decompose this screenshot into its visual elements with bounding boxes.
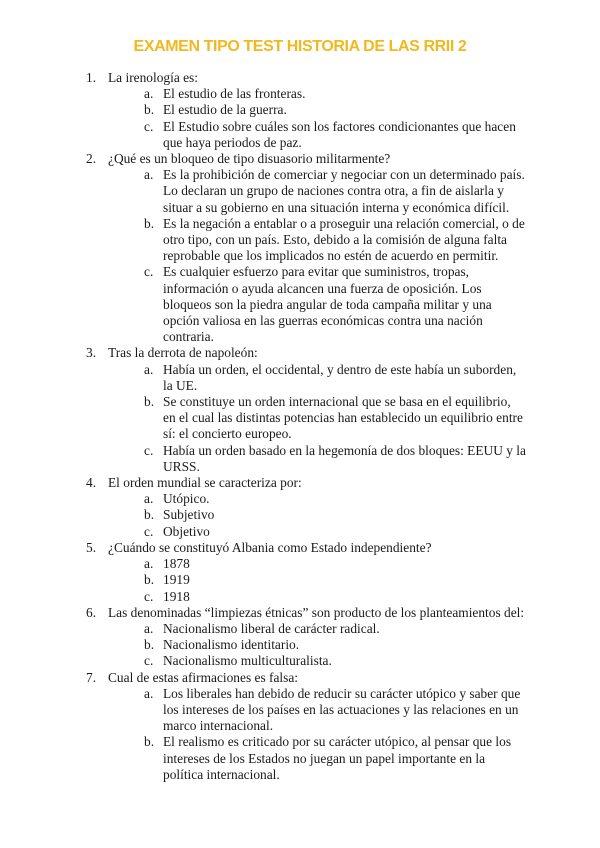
question-text: La irenología es: xyxy=(108,70,198,85)
option-text: Es la negación a entablar o a proseguir una relación comercial, o de otro tipo, con un país. Esto, debido a la comisión de alguna falta reprobable que los implicados no estén de acuerdo en permitir. xyxy=(163,215,525,264)
option-text: Es la prohibición de comerciar y negociar con un determinado país. Lo declaran un grupo de naciones contra otra, a fin de aislarla y situar a su gobierno en una situación interna y económica difícil. xyxy=(163,167,525,215)
option-letter: c. xyxy=(144,442,154,458)
option-letter: c. xyxy=(144,588,154,604)
option-text: El estudio de la guerra. xyxy=(163,102,287,118)
question-number: 5. xyxy=(86,539,97,555)
question-number: 4. xyxy=(86,475,97,491)
question-number: 3. xyxy=(86,345,97,361)
option-text: Subjetivo xyxy=(163,507,215,523)
option-3-2 xyxy=(144,394,526,443)
option-6-1 xyxy=(144,621,526,637)
option-1-1 xyxy=(144,86,526,102)
option-letter: b. xyxy=(144,507,155,523)
question-3 xyxy=(86,345,526,475)
question-number: 1. xyxy=(86,70,97,85)
option-letter: b. xyxy=(144,572,155,588)
question-text: ¿Cuándo se constituyó Albania como Estado independiente? xyxy=(108,539,432,555)
option-letter: b. xyxy=(144,734,155,750)
question-number: 7. xyxy=(86,669,97,685)
question-text: Tras la derrota de napoleón: xyxy=(108,345,258,361)
question-text: Las denominadas “limpiezas étnicas” son producto de los planteamientos del: xyxy=(108,604,525,620)
option-6-3 xyxy=(144,653,526,669)
option-text: Los liberales han debido de reducir su carácter utópico y saber que los intereses de los países en las actuaciones y las relaciones en un marco internacional. xyxy=(163,685,521,734)
option-text: El realismo es criticado por su carácter utópico, al pensar que los intereses de los Estados no juegan un papel importante en la política internacional. xyxy=(163,734,512,782)
question-text: Cual de estas afirmaciones es falsa: xyxy=(108,669,298,685)
option-text: Se constituye un orden internacional que se basa en el equilibrio, en el cual las distintas potencias han establecido un equilibrio entre sí: el concierto europeo. xyxy=(163,394,523,442)
option-5-1 xyxy=(144,556,526,572)
document-title: EXAMEN TIPO TEST HISTORIA DE LAS RRII 2 xyxy=(133,38,467,55)
option-letter: c. xyxy=(144,118,154,134)
option-4-2 xyxy=(144,507,526,523)
question-6 xyxy=(86,605,526,670)
option-text: Es cualquier esfuerzo para evitar que suministros, tropas, información o ayuda alcancen una fuerza de oposición. Los bloqueos son la piedra angular de toda campaña militar y una opción valiosa en las guerras económicas contra una nación contraria. xyxy=(163,264,492,345)
option-letter: a. xyxy=(144,556,154,572)
question-number: 6. xyxy=(86,604,97,620)
option-list xyxy=(108,167,526,345)
option-list xyxy=(108,362,526,475)
option-6-2 xyxy=(144,637,526,653)
option-text: 1918 xyxy=(163,588,190,604)
question-5 xyxy=(86,540,526,605)
option-text: Había un orden basado en la hegemonía de dos bloques: EEUU y la URSS. xyxy=(163,442,526,474)
option-7-2 xyxy=(144,734,526,783)
option-text: El Estudio sobre cuáles son los factores condicionantes que hacen que haya periodos de paz. xyxy=(163,118,516,150)
option-text: El estudio de las fronteras. xyxy=(163,86,306,102)
option-text: Utópico. xyxy=(163,491,210,507)
option-7-1 xyxy=(144,686,526,735)
option-3-1 xyxy=(144,362,526,394)
option-text: Nacionalismo identitario. xyxy=(163,637,300,653)
option-letter: b. xyxy=(144,215,155,231)
option-list xyxy=(108,491,526,540)
option-text: Nacionalismo liberal de carácter radical. xyxy=(163,620,380,636)
option-list xyxy=(108,86,526,151)
option-letter: a. xyxy=(144,86,154,102)
question-text: El orden mundial se caracteriza por: xyxy=(108,475,302,491)
option-4-1 xyxy=(144,491,526,507)
question-7 xyxy=(86,670,526,783)
option-letter: c. xyxy=(144,523,154,539)
question-2 xyxy=(86,151,526,345)
option-3-3 xyxy=(144,443,526,475)
option-list xyxy=(108,556,526,605)
option-2-3 xyxy=(144,264,526,345)
option-text: Nacionalismo multiculturalista. xyxy=(163,653,332,669)
option-letter: c. xyxy=(144,653,154,669)
option-5-2 xyxy=(144,572,526,588)
option-2-2 xyxy=(144,216,526,265)
option-letter: a. xyxy=(144,361,154,377)
option-letter: a. xyxy=(144,685,154,701)
option-list xyxy=(108,621,526,670)
option-text: Objetivo xyxy=(163,523,210,539)
question-text: ¿Qué es un bloqueo de tipo disuasorio militarmente? xyxy=(108,151,391,167)
option-letter: b. xyxy=(144,102,155,118)
option-letter: a. xyxy=(144,620,154,636)
option-letter: a. xyxy=(144,491,154,507)
option-1-2 xyxy=(144,102,526,118)
option-text: 1919 xyxy=(163,572,190,588)
option-4-3 xyxy=(144,524,526,540)
question-number: 2. xyxy=(86,151,97,167)
option-text: Había un orden, el occidental, y dentro de este había un suborden, la UE. xyxy=(163,361,517,393)
question-list xyxy=(86,70,526,783)
option-list xyxy=(108,686,526,783)
option-letter: b. xyxy=(144,637,155,653)
option-letter: a. xyxy=(144,167,154,183)
option-letter: c. xyxy=(144,264,154,280)
option-1-3 xyxy=(144,119,526,151)
option-text: 1878 xyxy=(163,556,190,572)
option-2-1 xyxy=(144,167,526,216)
option-5-3 xyxy=(144,589,526,605)
question-4 xyxy=(86,475,526,540)
option-letter: b. xyxy=(144,394,155,410)
question-1 xyxy=(86,70,526,151)
